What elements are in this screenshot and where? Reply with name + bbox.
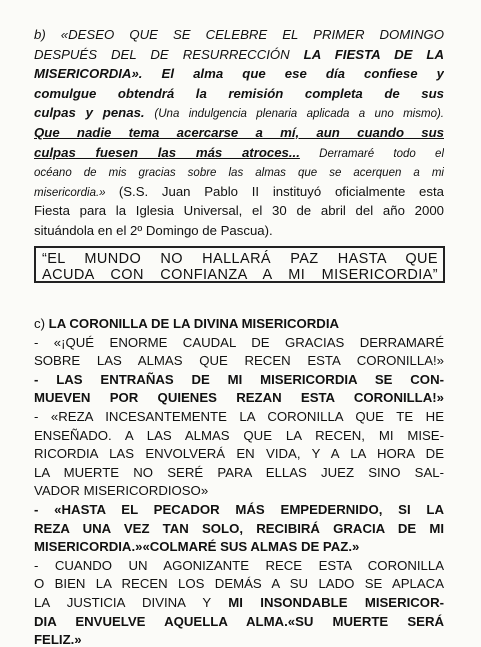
section-c-line-13 (34, 539, 444, 554)
section-b-line-1 (34, 27, 444, 42)
section-b-line-10 (34, 203, 444, 218)
section-c-line-12 (34, 521, 444, 536)
text-run: misericordia.» (34, 186, 119, 199)
section-c-line-17 (34, 614, 444, 629)
text-run: (Una indulgencia plenaria aplicada a uno mismo). (154, 108, 444, 121)
section-b-line-9 (34, 184, 444, 201)
text-run: situándola en el 2º Domingo de Pascua). (34, 223, 273, 238)
text-run: MISERICORDIA». El alma que ese día confiese y (34, 66, 444, 82)
text-run: Que nadie tema acercarse a mí, aun cuando sus (34, 125, 444, 140)
section-c-line-9 (34, 465, 444, 480)
text-run: REZA UNA VEZ TAN SOLO, RECIBIRÁ GRACIA DE MI (34, 520, 444, 536)
text-run: b) «DESEO QUE SE CELEBRE EL PRIMER DOMINGO (34, 27, 444, 42)
section-c-line-15 (34, 576, 444, 591)
section-c-line-3 (34, 353, 444, 368)
text-run: (S.S. Juan Pablo II instituyó oficialmente esta (118, 183, 444, 199)
section-c-line-11 (34, 502, 444, 517)
text-run: comulgue obtendrá la remisión completa de sus (34, 85, 444, 101)
text-run: VADOR MISERICORDIOSO» (34, 483, 209, 499)
text-run: MUEVEN POR QUIENES REZAN ESTA CORONILLA!» (34, 390, 444, 406)
section-c-line-2 (34, 335, 444, 350)
text-run: DESPUÉS DEL DE RESURRECCIÓN (34, 46, 304, 62)
section-b-line-5 (34, 105, 444, 122)
text-run: océano de mis gracias sobre las almas que se acerquen a mi (34, 167, 444, 180)
section-c-line-1 (34, 316, 444, 331)
section-c-line-7 (34, 428, 444, 443)
text-run: Fiesta para la Iglesia Universal, el 30 de abril del año 2000 (34, 203, 444, 219)
text-run: Derramaré todo el (299, 147, 444, 160)
section-c-line-10 (34, 483, 444, 498)
text-run: MI INSONDABLE MISERICOR- (228, 595, 444, 610)
text-run: LA FIESTA DE LA (303, 46, 444, 62)
text-run: LA JUSTICIA DIVINA Y (34, 595, 229, 610)
section-c-line-4 (34, 372, 444, 387)
section-c-line-16 (34, 595, 444, 610)
section-c-line-5 (34, 390, 444, 405)
text-run: LA MUERTE NO SERÉ PARA ELLAS JUEZ SINO SAL- (34, 464, 444, 480)
text-run: - «REZA INCESANTEMENTE LA CORONILLA QUE TE HE (34, 409, 444, 424)
quote-line-2: ACUDA CON CONFIANZA A MI MISERICORDIA” (42, 267, 438, 283)
text-run: FELIZ.» (34, 632, 82, 647)
section-c-line-14 (34, 558, 444, 573)
quote-line-1: “EL MUNDO NO HALLARÁ PAZ HASTA QUE (42, 251, 438, 267)
text-run: LA CORONILLA DE LA DIVINA MISERICORDIA (48, 316, 340, 331)
text-run: DIA ENVUELVE AQUELLA ALMA.«SU MUERTE SERÁ (34, 613, 444, 629)
section-b-line-7 (34, 145, 444, 162)
text-run: culpas y penas. (34, 105, 155, 121)
text-run: ENSEÑADO. A LAS ALMAS QUE LA RECEN, MI MISE- (34, 427, 444, 443)
text-run: O BIEN LA RECEN LOS DEMÁS A SU LADO SE APLACA (34, 576, 444, 592)
section-c-line-6 (34, 409, 444, 424)
text-run: MISERICORDIA.»«COLMARÉ SUS ALMAS DE PAZ.» (34, 539, 360, 555)
section-b-line-3 (34, 66, 444, 81)
section-c-line-8 (34, 446, 444, 461)
text-run: culpas fuesen las más atroces... (34, 144, 300, 160)
text-run: - LAS ENTRAÑAS DE MI MISERICORDIA SE CON- (34, 371, 444, 387)
section-b-line-8 (34, 164, 444, 181)
section-b-line-6 (34, 125, 444, 140)
text-run: - «HASTA EL PECADOR MÁS EMPEDERNIDO, SI LA (34, 502, 444, 517)
section-b-line-11 (34, 223, 444, 238)
section-b-line-2 (34, 47, 444, 62)
text-run: RICORDIA LAS ENVOLVERÁ EN VIDA, Y A LA HORA DE (34, 446, 444, 462)
text-run: - «¡QUÉ ENORME CAUDAL DE GRACIAS DERRAMARÉ (34, 334, 444, 350)
text-run: - CUANDO UN AGONIZANTE RECE ESTA CORONILLA (34, 557, 444, 573)
section-b-line-4 (34, 86, 444, 101)
text-run: SOBRE LAS ALMAS QUE RECEN ESTA CORONILLA!» (34, 353, 444, 369)
text-run: c) (34, 316, 49, 331)
